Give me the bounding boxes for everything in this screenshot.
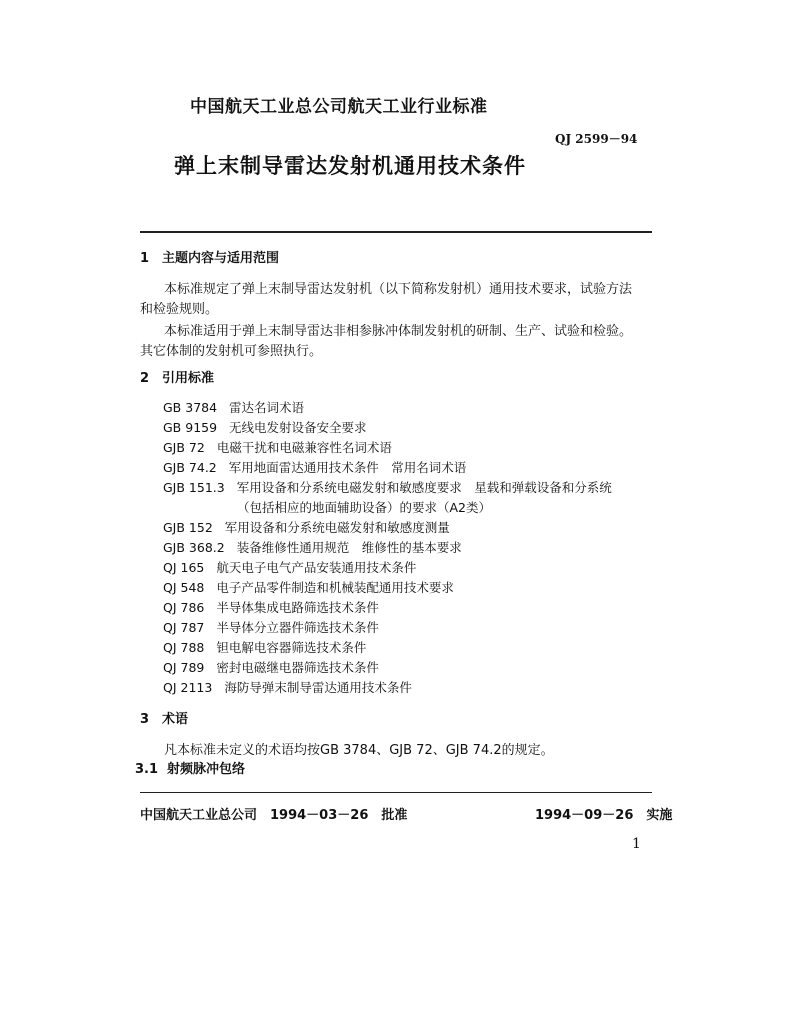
section-1-paragraph-1-line-2: 和检验规则。: [140, 302, 219, 317]
section-3-paragraph: 凡本标准未定义的术语均按GB 3784、GJB 72、GJB 74.2的规定。: [164, 743, 554, 758]
section-3-heading: [140, 708, 188, 727]
reference-title: 钽电解电容器筛选技术条件: [216, 640, 367, 655]
bottom-rule-divider: [140, 792, 652, 793]
organization-standard-header: 中国航天工业总公司航天工业行业标准: [190, 97, 488, 117]
top-rule-divider: [140, 231, 652, 233]
reference-title: 电子产品零件制造和机械装配通用技术要求: [216, 580, 454, 595]
section-2-number: 2: [140, 371, 150, 386]
approval-note: 中国航天工业总公司 1994－03－26 批准: [140, 808, 408, 823]
section-3-title: 术语: [162, 712, 189, 727]
page-number: 1: [632, 836, 641, 852]
reference-item: [163, 398, 304, 416]
reference-item: [163, 598, 379, 616]
reference-title: 半导体集成电路筛选技术条件: [216, 600, 379, 615]
subsection-3-1-number: 3.1: [135, 762, 159, 777]
subsection-3-1-title: 射频脉冲包络: [167, 762, 246, 777]
reference-code: GJB 152: [163, 520, 213, 535]
reference-item-continuation: [237, 498, 491, 516]
reference-title: 军用设备和分系统电磁发射和敏感度要求 星载和弹载设备和分系统: [236, 480, 612, 495]
section-1-number: 1: [140, 251, 150, 266]
reference-item: [163, 638, 366, 656]
reference-title: 雷达名词术语: [229, 400, 305, 415]
reference-title: 海防导弹末制导雷达通用技术条件: [224, 680, 412, 695]
reference-title: 无线电发射设备安全要求: [229, 420, 367, 435]
reference-code: GJB 368.2: [163, 540, 225, 555]
reference-title: 军用地面雷达通用技术条件 常用名词术语: [228, 460, 467, 475]
reference-item: [163, 438, 392, 456]
document-title: 弹上末制导雷达发射机通用技术条件: [174, 154, 526, 178]
section-2-title: 引用标准: [162, 371, 215, 386]
reference-item: [163, 458, 466, 476]
subsection-3-1-heading: [135, 758, 245, 777]
section-1-heading: [140, 247, 279, 266]
reference-code: QJ 789: [163, 660, 205, 675]
reference-item: [163, 678, 412, 696]
reference-code: GB 9159: [163, 420, 218, 435]
reference-item: [163, 418, 367, 436]
reference-code: QJ 165: [163, 560, 205, 575]
reference-item: [163, 658, 379, 676]
section-1-paragraph-1-line-1: 本标准规定了弹上末制导雷达发射机（以下简称发射机）通用技术要求，试验方法: [164, 282, 633, 297]
reference-item: [163, 558, 416, 576]
reference-title: 电磁干扰和电磁兼容性名词术语: [216, 440, 392, 455]
reference-title: 航天电子电气产品安装通用技术条件: [216, 560, 417, 575]
reference-item: [163, 538, 462, 556]
standard-number: QJ 2599－94: [555, 132, 638, 146]
reference-code: GB 3784: [163, 400, 218, 415]
section-1-paragraph-2-line-1: 本标准适用于弹上末制导雷达非相参脉冲体制发射机的研制、生产、试验和检验。: [164, 324, 633, 339]
reference-code: GJB 72: [163, 440, 205, 455]
reference-code: QJ 786: [163, 600, 205, 615]
reference-item: [163, 578, 454, 596]
reference-item: [163, 618, 379, 636]
section-2-heading: [140, 367, 214, 386]
reference-title: 装备维修性通用规范 维修性的基本要求: [236, 540, 462, 555]
reference-code: QJ 788: [163, 640, 205, 655]
reference-code: QJ 2113: [163, 680, 213, 695]
reference-code: GJB 151.3: [163, 480, 225, 495]
reference-item: [163, 478, 612, 496]
reference-code: QJ 548: [163, 580, 205, 595]
reference-title: （包括相应的地面辅助设备）的要求（A2类）: [237, 500, 492, 515]
reference-code: QJ 787: [163, 620, 205, 635]
section-3-number: 3: [140, 712, 150, 727]
section-1-title: 主题内容与适用范围: [162, 251, 280, 266]
reference-title: 军用设备和分系统电磁发射和敏感度测量: [224, 520, 450, 535]
reference-title: 半导体分立器件筛选技术条件: [216, 620, 379, 635]
reference-item: [163, 518, 450, 536]
section-1-paragraph-2-line-2: 其它体制的发射机可参照执行。: [140, 344, 323, 359]
reference-title: 密封电磁继电器筛选技术条件: [216, 660, 379, 675]
reference-code: GJB 74.2: [163, 460, 217, 475]
implementation-note: 1994－09－26 实施: [535, 808, 673, 823]
